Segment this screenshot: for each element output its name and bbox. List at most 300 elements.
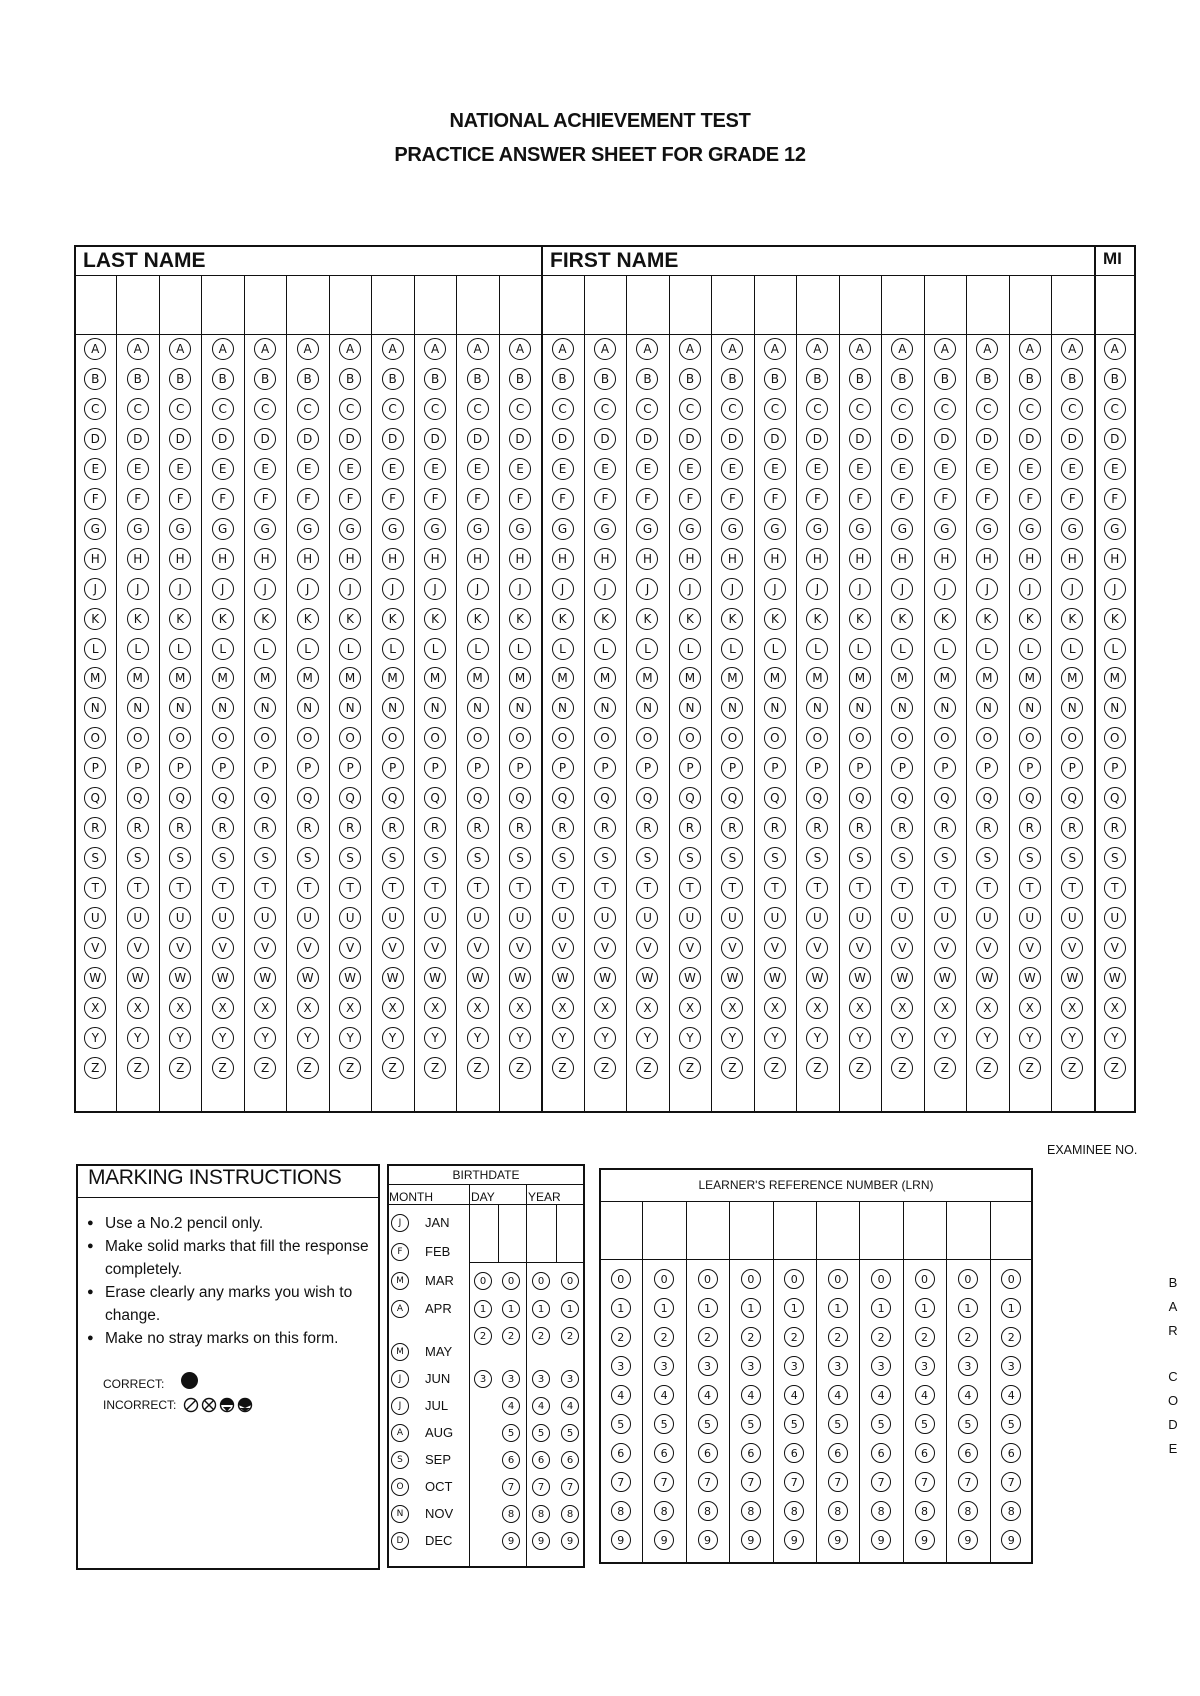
letter-bubble[interactable]: Y: [1104, 1027, 1126, 1049]
letter-bubble[interactable]: L: [1019, 638, 1041, 660]
letter-bubble[interactable]: W: [679, 967, 701, 989]
letter-bubble[interactable]: E: [764, 458, 786, 480]
letter-bubble[interactable]: T: [934, 877, 956, 899]
letter-bubble[interactable]: G: [424, 518, 446, 540]
letter-bubble[interactable]: B: [424, 368, 446, 390]
letter-bubble[interactable]: X: [169, 997, 191, 1019]
letter-bubble[interactable]: K: [934, 608, 956, 630]
lrn-digit-bubble[interactable]: 7: [654, 1472, 674, 1492]
letter-bubble[interactable]: M: [594, 667, 616, 689]
letter-bubble[interactable]: C: [721, 398, 743, 420]
letter-bubble[interactable]: S: [169, 847, 191, 869]
letter-bubble[interactable]: R: [764, 817, 786, 839]
letter-bubble[interactable]: O: [297, 727, 319, 749]
letter-bubble[interactable]: M: [1104, 667, 1126, 689]
letter-bubble[interactable]: H: [1061, 548, 1083, 570]
letter-bubble[interactable]: Y: [212, 1027, 234, 1049]
letter-bubble[interactable]: V: [254, 937, 276, 959]
lrn-digit-bubble[interactable]: 4: [958, 1385, 978, 1405]
letter-bubble[interactable]: O: [169, 727, 191, 749]
letter-bubble[interactable]: R: [297, 817, 319, 839]
letter-bubble[interactable]: M: [721, 667, 743, 689]
letter-bubble[interactable]: M: [254, 667, 276, 689]
letter-bubble[interactable]: G: [339, 518, 361, 540]
letter-bubble[interactable]: J: [764, 578, 786, 600]
letter-bubble[interactable]: D: [297, 428, 319, 450]
letter-bubble[interactable]: Y: [636, 1027, 658, 1049]
date-digit-bubble[interactable]: 2: [474, 1327, 492, 1345]
letter-bubble[interactable]: C: [764, 398, 786, 420]
lrn-digit-bubble[interactable]: 0: [1001, 1269, 1021, 1289]
letter-bubble[interactable]: L: [552, 638, 574, 660]
letter-bubble[interactable]: D: [254, 428, 276, 450]
letter-bubble[interactable]: Y: [509, 1027, 531, 1049]
letter-bubble[interactable]: V: [891, 937, 913, 959]
letter-bubble[interactable]: T: [806, 877, 828, 899]
letter-bubble[interactable]: X: [382, 997, 404, 1019]
letter-bubble[interactable]: N: [891, 697, 913, 719]
lrn-digit-bubble[interactable]: 4: [741, 1385, 761, 1405]
letter-bubble[interactable]: D: [84, 428, 106, 450]
letter-bubble[interactable]: Y: [382, 1027, 404, 1049]
letter-bubble[interactable]: M: [297, 667, 319, 689]
date-digit-bubble[interactable]: 5: [561, 1424, 579, 1442]
letter-bubble[interactable]: J: [382, 578, 404, 600]
letter-bubble[interactable]: L: [976, 638, 998, 660]
lrn-digit-bubble[interactable]: 2: [915, 1327, 935, 1347]
letter-bubble[interactable]: O: [891, 727, 913, 749]
lrn-digit-bubble[interactable]: 5: [1001, 1414, 1021, 1434]
lrn-digit-bubble[interactable]: 9: [784, 1530, 804, 1550]
letter-bubble[interactable]: F: [382, 488, 404, 510]
letter-bubble[interactable]: D: [594, 428, 616, 450]
letter-bubble[interactable]: J: [254, 578, 276, 600]
letter-bubble[interactable]: C: [679, 398, 701, 420]
letter-bubble[interactable]: K: [636, 608, 658, 630]
letter-bubble[interactable]: F: [764, 488, 786, 510]
letter-bubble[interactable]: U: [382, 907, 404, 929]
letter-bubble[interactable]: E: [169, 458, 191, 480]
letter-bubble[interactable]: E: [382, 458, 404, 480]
letter-bubble[interactable]: P: [1019, 757, 1041, 779]
month-bubble[interactable]: N: [391, 1505, 409, 1523]
letter-bubble[interactable]: G: [976, 518, 998, 540]
letter-bubble[interactable]: P: [212, 757, 234, 779]
letter-bubble[interactable]: Q: [212, 787, 234, 809]
date-digit-bubble[interactable]: 6: [532, 1451, 550, 1469]
letter-bubble[interactable]: H: [297, 548, 319, 570]
month-bubble[interactable]: M: [391, 1343, 409, 1361]
letter-bubble[interactable]: W: [424, 967, 446, 989]
letter-bubble[interactable]: T: [1061, 877, 1083, 899]
letter-bubble[interactable]: Z: [849, 1057, 871, 1079]
letter-bubble[interactable]: F: [509, 488, 531, 510]
letter-bubble[interactable]: A: [594, 338, 616, 360]
letter-bubble[interactable]: Z: [1104, 1057, 1126, 1079]
letter-bubble[interactable]: N: [1019, 697, 1041, 719]
letter-bubble[interactable]: R: [339, 817, 361, 839]
letter-bubble[interactable]: G: [382, 518, 404, 540]
letter-bubble[interactable]: J: [84, 578, 106, 600]
letter-bubble[interactable]: V: [806, 937, 828, 959]
letter-bubble[interactable]: C: [509, 398, 531, 420]
letter-bubble[interactable]: R: [721, 817, 743, 839]
lrn-digit-bubble[interactable]: 6: [698, 1443, 718, 1463]
letter-bubble[interactable]: B: [721, 368, 743, 390]
letter-bubble[interactable]: E: [84, 458, 106, 480]
letter-bubble[interactable]: N: [679, 697, 701, 719]
letter-bubble[interactable]: R: [127, 817, 149, 839]
lrn-digit-bubble[interactable]: 3: [958, 1356, 978, 1376]
lrn-digit-bubble[interactable]: 0: [915, 1269, 935, 1289]
lrn-digit-bubble[interactable]: 0: [741, 1269, 761, 1289]
letter-bubble[interactable]: G: [467, 518, 489, 540]
letter-bubble[interactable]: M: [127, 667, 149, 689]
letter-bubble[interactable]: L: [127, 638, 149, 660]
letter-bubble[interactable]: E: [1104, 458, 1126, 480]
letter-bubble[interactable]: R: [382, 817, 404, 839]
letter-bubble[interactable]: S: [509, 847, 531, 869]
letter-bubble[interactable]: E: [594, 458, 616, 480]
letter-bubble[interactable]: B: [636, 368, 658, 390]
letter-bubble[interactable]: E: [509, 458, 531, 480]
letter-bubble[interactable]: Z: [1019, 1057, 1041, 1079]
letter-bubble[interactable]: O: [127, 727, 149, 749]
letter-bubble[interactable]: V: [212, 937, 234, 959]
letter-bubble[interactable]: A: [1061, 338, 1083, 360]
letter-bubble[interactable]: Y: [254, 1027, 276, 1049]
letter-bubble[interactable]: U: [764, 907, 786, 929]
letter-bubble[interactable]: J: [1061, 578, 1083, 600]
lrn-digit-bubble[interactable]: 3: [784, 1356, 804, 1376]
letter-bubble[interactable]: B: [1104, 368, 1126, 390]
letter-bubble[interactable]: P: [424, 757, 446, 779]
letter-bubble[interactable]: E: [467, 458, 489, 480]
letter-bubble[interactable]: P: [1061, 757, 1083, 779]
letter-bubble[interactable]: L: [849, 638, 871, 660]
lrn-digit-bubble[interactable]: 6: [958, 1443, 978, 1463]
lrn-digit-bubble[interactable]: 0: [654, 1269, 674, 1289]
letter-bubble[interactable]: C: [382, 398, 404, 420]
letter-bubble[interactable]: G: [636, 518, 658, 540]
letter-bubble[interactable]: J: [1104, 578, 1126, 600]
lrn-digit-bubble[interactable]: 5: [784, 1414, 804, 1434]
letter-bubble[interactable]: N: [1104, 697, 1126, 719]
letter-bubble[interactable]: F: [212, 488, 234, 510]
letter-bubble[interactable]: K: [84, 608, 106, 630]
letter-bubble[interactable]: D: [339, 428, 361, 450]
letter-bubble[interactable]: D: [721, 428, 743, 450]
lrn-digit-bubble[interactable]: 3: [871, 1356, 891, 1376]
lrn-digit-bubble[interactable]: 2: [741, 1327, 761, 1347]
letter-bubble[interactable]: M: [382, 667, 404, 689]
letter-bubble[interactable]: Y: [849, 1027, 871, 1049]
date-digit-bubble[interactable]: 2: [502, 1327, 520, 1345]
letter-bubble[interactable]: R: [552, 817, 574, 839]
letter-bubble[interactable]: N: [169, 697, 191, 719]
lrn-digit-bubble[interactable]: 1: [698, 1298, 718, 1318]
month-bubble[interactable]: J: [391, 1370, 409, 1388]
letter-bubble[interactable]: A: [891, 338, 913, 360]
letter-bubble[interactable]: Y: [169, 1027, 191, 1049]
letter-bubble[interactable]: K: [169, 608, 191, 630]
letter-bubble[interactable]: J: [127, 578, 149, 600]
date-digit-bubble[interactable]: 0: [561, 1272, 579, 1290]
letter-bubble[interactable]: R: [254, 817, 276, 839]
letter-bubble[interactable]: Q: [721, 787, 743, 809]
letter-bubble[interactable]: R: [636, 817, 658, 839]
letter-bubble[interactable]: V: [764, 937, 786, 959]
letter-bubble[interactable]: R: [169, 817, 191, 839]
letter-bubble[interactable]: F: [1061, 488, 1083, 510]
letter-bubble[interactable]: Y: [976, 1027, 998, 1049]
letter-bubble[interactable]: F: [891, 488, 913, 510]
letter-bubble[interactable]: W: [806, 967, 828, 989]
letter-bubble[interactable]: H: [594, 548, 616, 570]
letter-bubble[interactable]: C: [297, 398, 319, 420]
letter-bubble[interactable]: M: [891, 667, 913, 689]
letter-bubble[interactable]: T: [254, 877, 276, 899]
letter-bubble[interactable]: G: [169, 518, 191, 540]
letter-bubble[interactable]: X: [1019, 997, 1041, 1019]
letter-bubble[interactable]: O: [1061, 727, 1083, 749]
letter-bubble[interactable]: K: [1061, 608, 1083, 630]
letter-bubble[interactable]: P: [1104, 757, 1126, 779]
letter-bubble[interactable]: X: [424, 997, 446, 1019]
letter-bubble[interactable]: R: [679, 817, 701, 839]
letter-bubble[interactable]: L: [679, 638, 701, 660]
lrn-digit-bubble[interactable]: 6: [1001, 1443, 1021, 1463]
letter-bubble[interactable]: Z: [127, 1057, 149, 1079]
letter-bubble[interactable]: J: [934, 578, 956, 600]
letter-bubble[interactable]: L: [891, 638, 913, 660]
letter-bubble[interactable]: T: [891, 877, 913, 899]
letter-bubble[interactable]: Q: [891, 787, 913, 809]
letter-bubble[interactable]: B: [594, 368, 616, 390]
letter-bubble[interactable]: P: [509, 757, 531, 779]
letter-bubble[interactable]: L: [297, 638, 319, 660]
letter-bubble[interactable]: D: [1019, 428, 1041, 450]
letter-bubble[interactable]: V: [84, 937, 106, 959]
lrn-digit-bubble[interactable]: 8: [958, 1501, 978, 1521]
letter-bubble[interactable]: X: [934, 997, 956, 1019]
letter-bubble[interactable]: W: [1061, 967, 1083, 989]
letter-bubble[interactable]: B: [934, 368, 956, 390]
letter-bubble[interactable]: Q: [764, 787, 786, 809]
letter-bubble[interactable]: B: [679, 368, 701, 390]
letter-bubble[interactable]: D: [806, 428, 828, 450]
letter-bubble[interactable]: P: [84, 757, 106, 779]
letter-bubble[interactable]: F: [976, 488, 998, 510]
letter-bubble[interactable]: P: [339, 757, 361, 779]
date-digit-bubble[interactable]: 1: [502, 1300, 520, 1318]
lrn-digit-bubble[interactable]: 8: [828, 1501, 848, 1521]
letter-bubble[interactable]: D: [212, 428, 234, 450]
date-digit-bubble[interactable]: 1: [532, 1300, 550, 1318]
letter-bubble[interactable]: H: [169, 548, 191, 570]
letter-bubble[interactable]: M: [679, 667, 701, 689]
letter-bubble[interactable]: T: [849, 877, 871, 899]
date-digit-bubble[interactable]: 7: [561, 1478, 579, 1496]
letter-bubble[interactable]: M: [976, 667, 998, 689]
letter-bubble[interactable]: V: [934, 937, 956, 959]
letter-bubble[interactable]: H: [212, 548, 234, 570]
letter-bubble[interactable]: A: [934, 338, 956, 360]
letter-bubble[interactable]: M: [509, 667, 531, 689]
letter-bubble[interactable]: W: [297, 967, 319, 989]
letter-bubble[interactable]: A: [1019, 338, 1041, 360]
letter-bubble[interactable]: M: [84, 667, 106, 689]
letter-bubble[interactable]: S: [679, 847, 701, 869]
letter-bubble[interactable]: O: [976, 727, 998, 749]
lrn-digit-bubble[interactable]: 9: [698, 1530, 718, 1550]
letter-bubble[interactable]: F: [254, 488, 276, 510]
letter-bubble[interactable]: Z: [509, 1057, 531, 1079]
letter-bubble[interactable]: B: [212, 368, 234, 390]
lrn-digit-bubble[interactable]: 1: [654, 1298, 674, 1318]
letter-bubble[interactable]: Y: [1019, 1027, 1041, 1049]
letter-bubble[interactable]: L: [339, 638, 361, 660]
lrn-digit-bubble[interactable]: 1: [871, 1298, 891, 1318]
letter-bubble[interactable]: X: [976, 997, 998, 1019]
letter-bubble[interactable]: Q: [594, 787, 616, 809]
lrn-digit-bubble[interactable]: 8: [611, 1501, 631, 1521]
lrn-digit-bubble[interactable]: 9: [1001, 1530, 1021, 1550]
letter-bubble[interactable]: N: [212, 697, 234, 719]
letter-bubble[interactable]: S: [127, 847, 149, 869]
letter-bubble[interactable]: K: [1019, 608, 1041, 630]
lrn-digit-bubble[interactable]: 2: [698, 1327, 718, 1347]
letter-bubble[interactable]: D: [169, 428, 191, 450]
letter-bubble[interactable]: N: [297, 697, 319, 719]
letter-bubble[interactable]: A: [721, 338, 743, 360]
letter-bubble[interactable]: D: [424, 428, 446, 450]
letter-bubble[interactable]: X: [509, 997, 531, 1019]
letter-bubble[interactable]: S: [1019, 847, 1041, 869]
date-digit-bubble[interactable]: 6: [502, 1451, 520, 1469]
letter-bubble[interactable]: R: [509, 817, 531, 839]
letter-bubble[interactable]: W: [84, 967, 106, 989]
letter-bubble[interactable]: X: [212, 997, 234, 1019]
letter-bubble[interactable]: V: [509, 937, 531, 959]
letter-bubble[interactable]: K: [424, 608, 446, 630]
letter-bubble[interactable]: Q: [849, 787, 871, 809]
lrn-digit-bubble[interactable]: 5: [698, 1414, 718, 1434]
letter-bubble[interactable]: O: [382, 727, 404, 749]
letter-bubble[interactable]: T: [1104, 877, 1126, 899]
date-digit-bubble[interactable]: 8: [502, 1505, 520, 1523]
letter-bubble[interactable]: B: [509, 368, 531, 390]
letter-bubble[interactable]: W: [467, 967, 489, 989]
letter-bubble[interactable]: U: [1019, 907, 1041, 929]
date-digit-bubble[interactable]: 0: [502, 1272, 520, 1290]
letter-bubble[interactable]: E: [339, 458, 361, 480]
date-digit-bubble[interactable]: 4: [561, 1397, 579, 1415]
letter-bubble[interactable]: B: [976, 368, 998, 390]
letter-bubble[interactable]: E: [424, 458, 446, 480]
letter-bubble[interactable]: U: [212, 907, 234, 929]
letter-bubble[interactable]: J: [594, 578, 616, 600]
letter-bubble[interactable]: Q: [636, 787, 658, 809]
date-digit-bubble[interactable]: 0: [532, 1272, 550, 1290]
letter-bubble[interactable]: X: [467, 997, 489, 1019]
lrn-digit-bubble[interactable]: 1: [741, 1298, 761, 1318]
letter-bubble[interactable]: B: [297, 368, 319, 390]
letter-bubble[interactable]: E: [976, 458, 998, 480]
letter-bubble[interactable]: W: [891, 967, 913, 989]
date-digit-bubble[interactable]: 6: [561, 1451, 579, 1469]
letter-bubble[interactable]: N: [254, 697, 276, 719]
letter-bubble[interactable]: J: [679, 578, 701, 600]
letter-bubble[interactable]: Y: [721, 1027, 743, 1049]
lrn-digit-bubble[interactable]: 9: [915, 1530, 935, 1550]
letter-bubble[interactable]: Q: [1061, 787, 1083, 809]
letter-bubble[interactable]: F: [1019, 488, 1041, 510]
letter-bubble[interactable]: Q: [934, 787, 956, 809]
letter-bubble[interactable]: G: [594, 518, 616, 540]
letter-bubble[interactable]: X: [594, 997, 616, 1019]
letter-bubble[interactable]: W: [509, 967, 531, 989]
letter-bubble[interactable]: K: [764, 608, 786, 630]
letter-bubble[interactable]: D: [764, 428, 786, 450]
lrn-digit-bubble[interactable]: 1: [1001, 1298, 1021, 1318]
month-bubble[interactable]: D: [391, 1532, 409, 1550]
letter-bubble[interactable]: N: [721, 697, 743, 719]
letter-bubble[interactable]: T: [976, 877, 998, 899]
letter-bubble[interactable]: B: [467, 368, 489, 390]
letter-bubble[interactable]: D: [636, 428, 658, 450]
letter-bubble[interactable]: U: [467, 907, 489, 929]
lrn-digit-bubble[interactable]: 6: [654, 1443, 674, 1463]
letter-bubble[interactable]: E: [1061, 458, 1083, 480]
letter-bubble[interactable]: Q: [127, 787, 149, 809]
letter-bubble[interactable]: B: [84, 368, 106, 390]
letter-bubble[interactable]: Q: [424, 787, 446, 809]
letter-bubble[interactable]: N: [806, 697, 828, 719]
letter-bubble[interactable]: K: [212, 608, 234, 630]
letter-bubble[interactable]: G: [849, 518, 871, 540]
letter-bubble[interactable]: E: [636, 458, 658, 480]
letter-bubble[interactable]: M: [424, 667, 446, 689]
letter-bubble[interactable]: B: [127, 368, 149, 390]
lrn-digit-bubble[interactable]: 2: [784, 1327, 804, 1347]
letter-bubble[interactable]: X: [552, 997, 574, 1019]
letter-bubble[interactable]: T: [1019, 877, 1041, 899]
letter-bubble[interactable]: E: [127, 458, 149, 480]
letter-bubble[interactable]: T: [84, 877, 106, 899]
letter-bubble[interactable]: K: [1104, 608, 1126, 630]
letter-bubble[interactable]: L: [1104, 638, 1126, 660]
lrn-digit-bubble[interactable]: 9: [871, 1530, 891, 1550]
lrn-digit-bubble[interactable]: 8: [741, 1501, 761, 1521]
letter-bubble[interactable]: P: [891, 757, 913, 779]
letter-bubble[interactable]: F: [552, 488, 574, 510]
letter-bubble[interactable]: C: [976, 398, 998, 420]
letter-bubble[interactable]: H: [467, 548, 489, 570]
letter-bubble[interactable]: H: [424, 548, 446, 570]
letter-bubble[interactable]: A: [254, 338, 276, 360]
letter-bubble[interactable]: V: [127, 937, 149, 959]
letter-bubble[interactable]: G: [679, 518, 701, 540]
letter-bubble[interactable]: B: [254, 368, 276, 390]
letter-bubble[interactable]: M: [806, 667, 828, 689]
letter-bubble[interactable]: Z: [424, 1057, 446, 1079]
month-bubble[interactable]: A: [391, 1424, 409, 1442]
letter-bubble[interactable]: W: [976, 967, 998, 989]
letter-bubble[interactable]: A: [339, 338, 361, 360]
date-digit-bubble[interactable]: 9: [561, 1532, 579, 1550]
letter-bubble[interactable]: E: [849, 458, 871, 480]
